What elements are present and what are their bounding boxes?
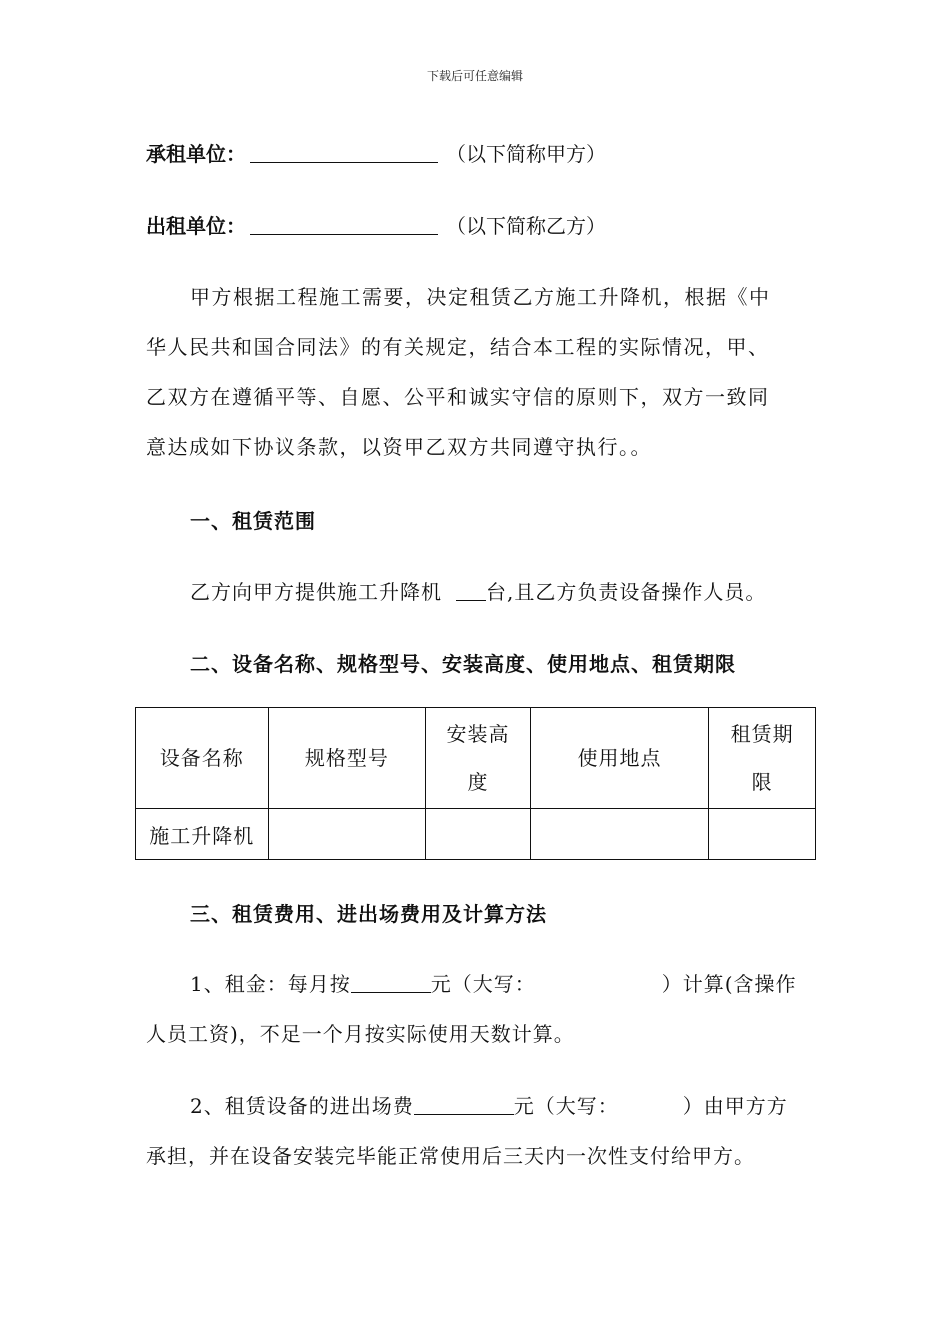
lessee-suffix: （以下简称甲方） (446, 142, 606, 166)
section1-text-after: 台,且乙方负责设备操作人员。 (486, 580, 767, 604)
intro-line-1: 甲方根据工程施工需要，决定租赁乙方施工升降机，根据《中 (190, 285, 771, 309)
cell-equipment-name: 施工升降机 (136, 809, 269, 860)
lessee-label: 承租单位： (146, 142, 246, 166)
table-header-row (136, 708, 816, 809)
cell-lease-term[interactable] (709, 809, 816, 860)
transport-unit: 元（大写： (513, 1094, 619, 1118)
header-lease-term: 租赁期 限 (709, 708, 816, 809)
transport-prefix: 2、租赁设备的进出场费 (190, 1094, 414, 1118)
transport-close: ）由甲方方 (682, 1094, 788, 1118)
lessor-suffix: （以下简称乙方） (446, 214, 606, 238)
section1-text-before: 乙方向甲方提供施工升降机 (190, 580, 442, 604)
rent-amount-blank[interactable] (351, 974, 431, 993)
cell-install-height[interactable] (426, 809, 531, 860)
transport-line-1 (190, 1090, 788, 1119)
header-model: 规格型号 (268, 708, 426, 809)
intro-line-4: 意达成如下协议条款，以资甲乙双方共同遵守执行。。 (146, 435, 652, 459)
equipment-table (135, 707, 816, 860)
section2-title: 二、设备名称、规格型号、安装高度、使用地点、租赁期限 (190, 652, 736, 676)
section3-title: 三、租赁费用、进出场费用及计算方法 (190, 902, 547, 926)
lessor-label: 出租单位： (146, 214, 246, 238)
section1-text (190, 576, 766, 605)
header-note: 下载后可任意编辑 (426, 69, 523, 83)
rent-prefix: 1、租金：每月按 (190, 972, 351, 996)
intro-line-3: 乙双方在遵循平等、自愿、公平和诚实守信的原则下，双方一致同 (146, 385, 770, 409)
cell-model[interactable] (268, 809, 426, 860)
cell-location[interactable] (530, 809, 708, 860)
lessee-line (146, 138, 606, 167)
transport-line-2: 承担，并在设备安装完毕能正常使用后三天内一次性支付给甲方。 (146, 1144, 755, 1168)
intro-paragraph (146, 272, 806, 472)
header-location: 使用地点 (530, 708, 708, 809)
section1-title: 一、租赁范围 (190, 509, 316, 533)
table-row (136, 809, 816, 860)
rent-unit: 元（大写： (430, 972, 536, 996)
quantity-blank[interactable] (456, 582, 486, 601)
header-install-height: 安装高 度 (426, 708, 531, 809)
intro-line-2: 华人民共和国合同法》的有关规定，结合本工程的实际情况，甲、 (146, 335, 770, 359)
header-equipment-name: 设备名称 (136, 708, 269, 809)
lessor-line (146, 210, 606, 239)
lessor-blank[interactable] (250, 216, 438, 235)
lessee-blank[interactable] (250, 144, 438, 163)
rent-line-1 (190, 968, 797, 997)
transport-amount-blank[interactable] (414, 1096, 514, 1115)
rent-close: ）计算(含操作 (661, 972, 797, 996)
rent-line-2: 人员工资)，不足一个月按实际使用天数计算。 (146, 1022, 575, 1046)
